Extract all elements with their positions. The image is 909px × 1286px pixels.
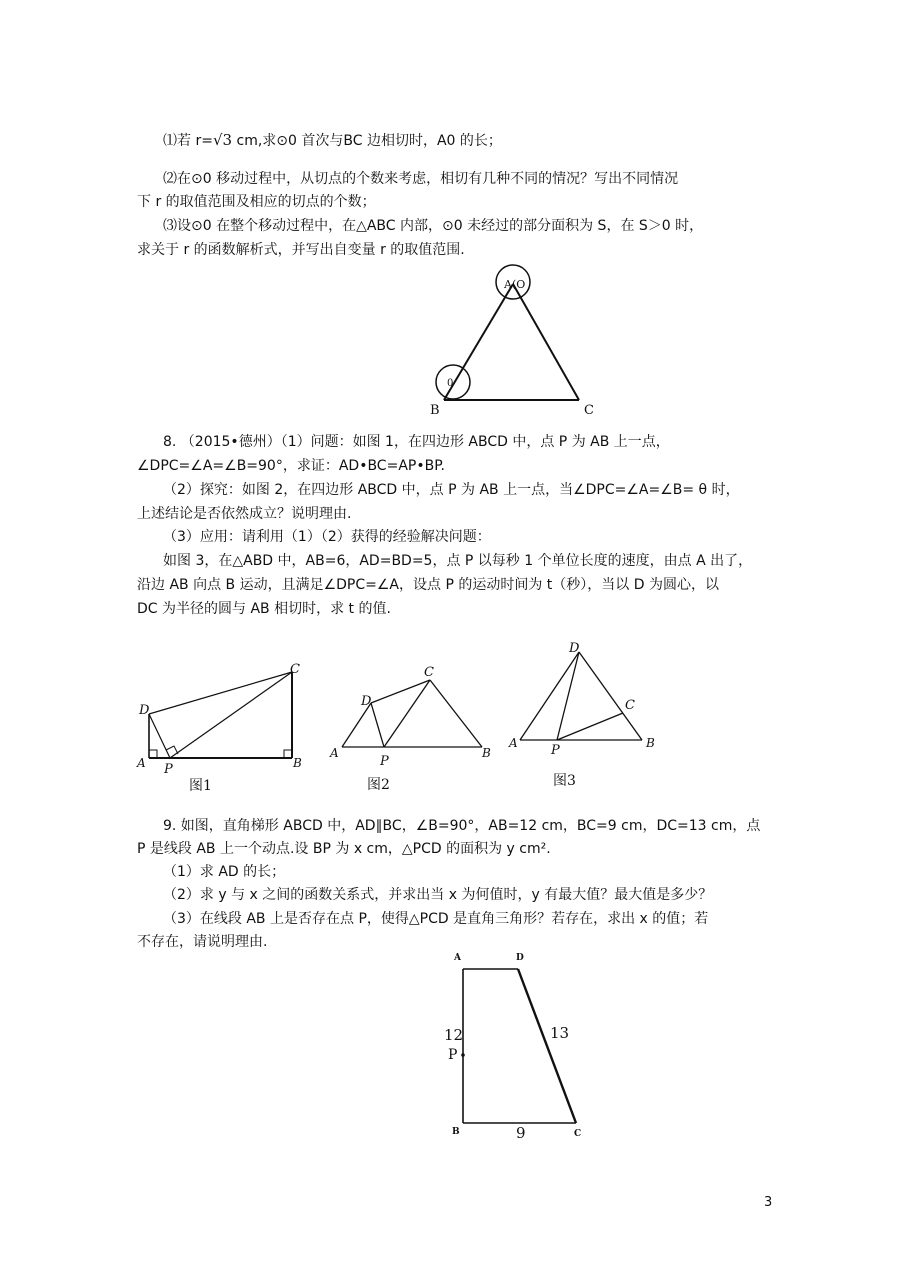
p9-line4: （2）求 y 与 x 之间的函数关系式，并求出当 x 为何值时，y 有最大值？最大值是多少？ [163, 887, 713, 903]
fig3-label-d: D [569, 641, 580, 656]
p8-line1: 8. （2015•德州）（1）问题：如图 1，在四边形 ABCD 中，点 P 为 AB 上一点， [163, 434, 670, 450]
fig1-label-b: B [293, 756, 302, 770]
fig2-dc [371, 680, 430, 703]
point-p [461, 1053, 465, 1057]
p8-line8: DC 为半径的圆与 AB 相切时，求 t 的值. [137, 601, 391, 617]
p7-q3-line1: ⑶设⊙0 在整个移动过程中，在△ABC 内部，⊙0 未经过的部分面积为 S，在 S＞0 时， [163, 218, 704, 234]
p7-q1-pre: ⑴若 r= [163, 133, 213, 149]
label-a-o: A(O [504, 278, 526, 291]
trap-dc [518, 969, 576, 1123]
fig2-caption: 图2 [367, 777, 390, 793]
p8-line6: 如图 3，在△ABD 中，AB=6，AD=BD=5，点 P 以每秒 1 个单位长度的速度，由点 A 出了， [163, 553, 753, 569]
p8-line7: 沿边 AB 向点 B 运动，且满足∠DPC=∠A，设点 P 的运动时间为 t（秒），当以 D 为圆心，以 [137, 577, 719, 593]
label-o: 0 [447, 378, 454, 389]
fig3-caption: 图3 [553, 773, 576, 789]
fig1-label-c: C [290, 662, 300, 677]
p9-line6: 不存在，请说明理由. [137, 934, 268, 950]
figure-2 [325, 655, 505, 795]
fig2-dp [371, 703, 384, 747]
p8-line2: ∠DPC=∠A=∠B=90°，求证：AD•BC=AP•BP. [137, 458, 445, 474]
p8-line3: （2）探究：如图 2，在四边形 ABCD 中，点 P 为 AB 上一点，当∠DPC=∠A=∠B= θ 时， [163, 482, 740, 498]
fig3-label-c: C [625, 698, 635, 713]
trapezoid-figure [440, 948, 600, 1148]
fig2-cb [430, 680, 482, 747]
fig1-right-angle-a [149, 750, 157, 758]
p7-q2-line1: ⑵在⊙0 移动过程中，从切点的个数来考虑，相切有几种不同的情况？写出不同情况 [163, 171, 679, 187]
triangle-circle-figure [420, 260, 610, 420]
fig3-label-p: P [551, 743, 560, 758]
figure-3 [505, 635, 675, 795]
fig2-label-b: B [482, 746, 491, 760]
p7-q2-line2: 下 r 的取值范围及相应的切点的个数； [137, 194, 376, 210]
fig1-label-a: A [137, 756, 146, 770]
fig2-label-p: P [380, 754, 389, 769]
trap-label-a: A [454, 953, 461, 963]
fig1-dp [149, 714, 170, 758]
sqrt-three: √3 [212, 131, 233, 149]
p7-q1 [163, 130, 502, 151]
p9-line3: （1）求 AD 的长； [163, 864, 286, 880]
label-b: B [430, 403, 440, 418]
fig1-label-d: D [139, 703, 150, 718]
fig2-label-a: A [330, 746, 339, 760]
fig1-right-angle-b [284, 750, 292, 758]
fig2-ad [342, 703, 371, 747]
p9-line5: （3）在线段 AB 上是否存在点 P，使得△PCD 是直角三角形？若存在，求出 x 的值；若 [163, 911, 709, 927]
p8-line4: 上述结论是否依然成立？说明理由. [137, 506, 352, 522]
fig3-label-b: B [646, 736, 655, 750]
fig2-pc [384, 680, 430, 747]
p9-line1: 9. 如图，直角梯形 ABCD 中，AD∥BC，∠B=90°，AB=12 cm，BC=9 cm，DC=13 cm，点 [163, 818, 761, 834]
fig3-ad [520, 652, 579, 740]
fig1-pc [170, 672, 292, 758]
p8-line5: （3）应用：请利用（1）（2）获得的经验解决问题： [163, 529, 491, 545]
fig1-caption: 图1 [189, 778, 212, 794]
trap-len-ab: 12 [444, 1026, 464, 1044]
page-number: 3 [764, 1195, 773, 1210]
trap-label-p: P [448, 1047, 458, 1063]
p9-line2: P 是线段 AB 上一个动点.设 BP 为 x cm，△PCD 的面积为 y cm². [137, 841, 551, 857]
fig1-dc [149, 672, 292, 714]
edge-ab [444, 284, 513, 400]
trap-label-c: C [574, 1129, 582, 1139]
fig3-pc [557, 713, 623, 740]
label-c: C [584, 403, 594, 418]
trap-len-bc: 9 [516, 1124, 526, 1142]
p7-q3-line2: 求关于 r 的函数解析式，并写出自变量 r 的取值范围. [137, 242, 465, 258]
fig2-label-d: D [361, 694, 372, 709]
trap-label-b: B [452, 1127, 460, 1137]
p7-q1-post: cm,求⊙0 首次与BC 边相切时，A0 的长； [232, 133, 502, 149]
fig1-label-p: P [164, 762, 173, 777]
figure-1 [130, 655, 315, 795]
trap-len-dc: 13 [550, 1024, 570, 1042]
fig3-label-a: A [509, 736, 518, 750]
fig3-dp [557, 652, 579, 740]
trap-label-d: D [516, 953, 524, 963]
edge-ac [513, 284, 579, 400]
fig2-label-c: C [424, 665, 434, 680]
